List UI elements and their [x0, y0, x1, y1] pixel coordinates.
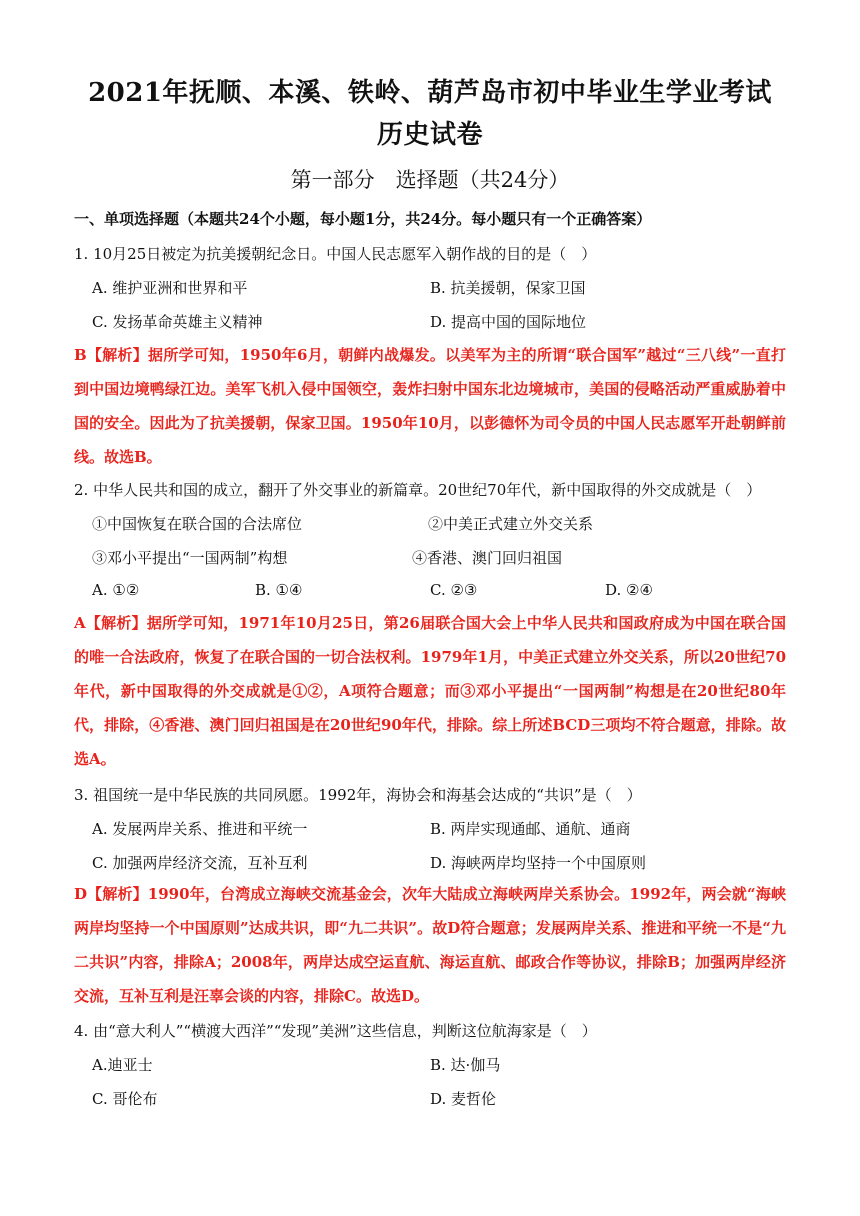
q2-item-1: ①中国恢复在联合国的合法席位 — [92, 515, 303, 533]
q1-stem: 1. 10月25日被定为抗美援朝纪念日。中国人民志愿军入朝作战的目的是（ ） — [74, 245, 597, 263]
q1-option-d: D. 提高中国的国际地位 — [430, 313, 587, 331]
q3-option-b: B. 两岸实现通邮、通航、通商 — [430, 820, 631, 838]
q2-item-2: ②中美正式建立外交关系 — [428, 515, 594, 533]
q1-analysis: B【解析】据所学可知，1950年6月，朝鲜内战爆发。以美军为主的所谓“联合国军”越过“三八线”一直打到中国边境鸭绿江边。美军飞机入侵中国领空，轰炸扫射中国东北边境城市，美国的侵略活动严重威胁着中国的安全。因此为了抗美援朝，保家卫国。1950年10月，以彭德怀为司令员的中国人民志愿军开赴朝鲜前线。故选B。 — [74, 346, 786, 466]
q3-option-a: A. 发展两岸关系、推进和平统一 — [92, 820, 308, 838]
q2-item-3: ③邓小平提出“一国两制”构想 — [92, 549, 288, 567]
q2-item-4: ④香港、澳门回归祖国 — [412, 549, 563, 567]
q3-option-d: D. 海峡两岸均坚持一个中国原则 — [430, 854, 647, 872]
q3-stem: 3. 祖国统一是中华民族的共同夙愿。1992年，海协会和海基会达成的“共识”是（ ） — [74, 786, 642, 804]
q4-option-a: A.迪亚士 — [92, 1056, 153, 1074]
q4-option-d: D. 麦哲伦 — [430, 1090, 497, 1108]
part-title: 第一部分 选择题（共24分） — [290, 168, 570, 192]
q2-analysis: A【解析】据所学可知，1971年10月25日，第26届联合国大会上中华人民共和国政府成为中国在联合国的唯一合法政府，恢复了在联合国的一切合法权利。1979年1月，中美正式建立外交关系，所以20世纪70年代，新中国取得的外交成就是①②，A项符合题意；而③邓小平提出“一国两制”构想是在20世纪80年代，排除，④香港、澳门回归祖国是在20世纪90年代，排除。综上所述BCD三项均不符合题意，排除。故选A。 — [74, 614, 786, 768]
q2-option-a: A. ①② — [92, 581, 140, 599]
q3-option-c: C. 加强两岸经济交流，互补互利 — [92, 854, 308, 872]
section-title: 一、单项选择题（本题共24个小题，每小题1分，共24分。每小题只有一个正确答案） — [74, 210, 652, 228]
q4-stem: 4. 由“意大利人”“横渡大西洋”“发现”美洲”这些信息，判断这位航海家是（ ） — [74, 1022, 597, 1040]
q2-option-d: D. ②④ — [605, 581, 653, 599]
q1-option-a: A. 维护亚洲和世界和平 — [92, 279, 248, 297]
q1-option-b: B. 抗美援朝，保家卫国 — [430, 279, 586, 297]
q2-option-c: C. ②③ — [430, 581, 478, 599]
q2-option-b: B. ①④ — [255, 581, 303, 599]
q3-analysis: D【解析】1990年，台湾成立海峡交流基金会，次年大陆成立海峡两岸关系协会。1992年，两会就“海峡两岸均坚持一个中国原则”达成共识，即“九二共识”。故D符合题意；发展两岸关系、推进和平统一不是“九二共识”内容，排除A；2008年，两岸达成空运直航、海运直航、邮政合作等协议，排除B；加强两岸经济交流，互补互利是汪辜会谈的内容，排除C。故选D。 — [74, 885, 786, 1005]
q4-option-c: C. 哥伦布 — [92, 1090, 158, 1108]
q1-option-c: C. 发扬革命英雄主义精神 — [92, 313, 263, 331]
q4-option-b: B. 达·伽马 — [430, 1056, 501, 1074]
exam-subtitle: 历史试卷 — [376, 120, 483, 150]
q2-stem: 2. 中华人民共和国的成立，翻开了外交事业的新篇章。20世纪70年代，新中国取得的外交成就是（ ） — [74, 481, 762, 499]
exam-title: 2021年抚顺、本溪、铁岭、葫芦岛市初中毕业生学业考试 — [88, 78, 772, 108]
